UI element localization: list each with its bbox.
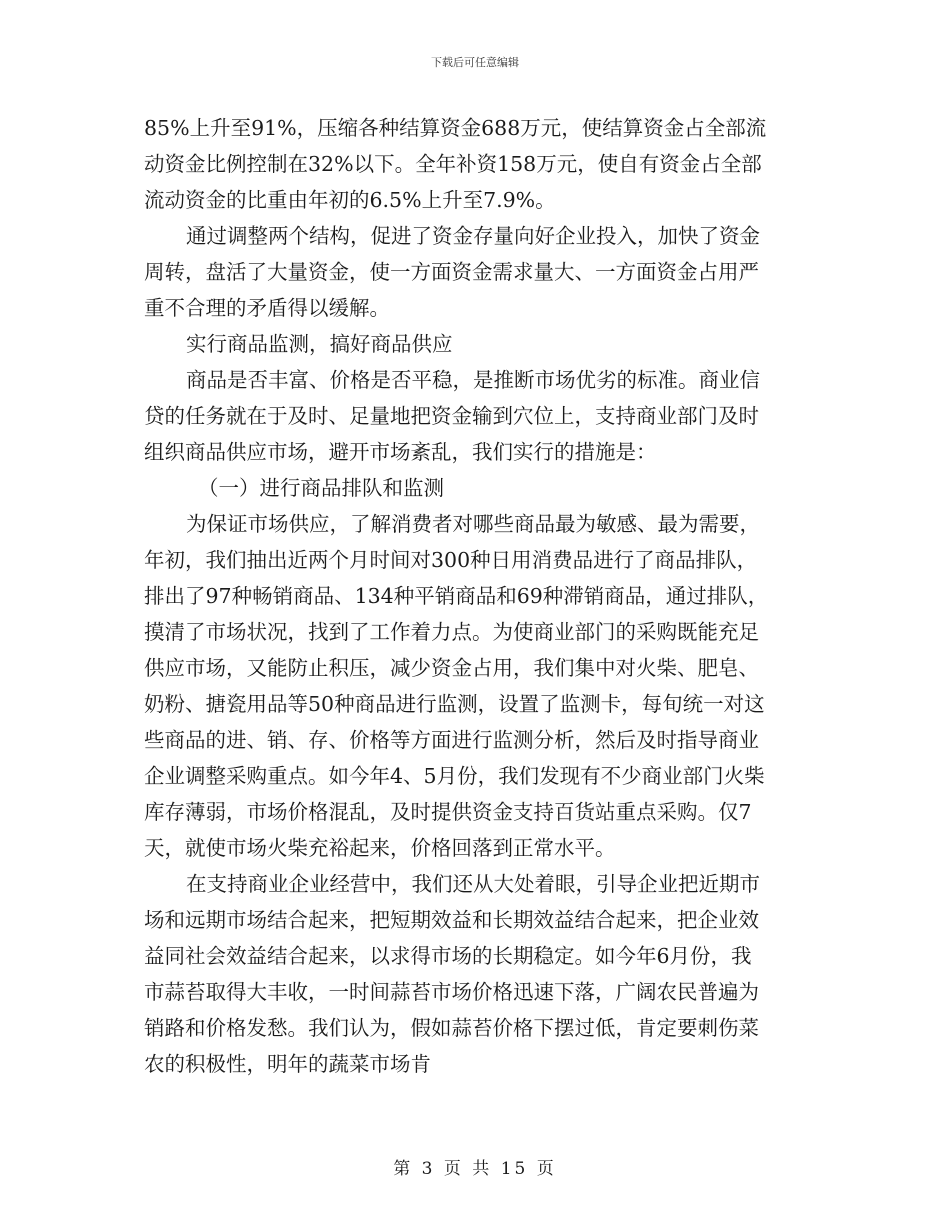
- body-line: 场和远期市场结合起来，把短期效益和长期效益结合起来，把企业效: [144, 908, 759, 932]
- body-line: 排出了97种畅销商品、134种平销商品和69种滞销商品，通过排队，: [144, 584, 769, 608]
- body-line: 天，就使市场火柴充裕起来，价格回落到正常水平。: [144, 836, 616, 860]
- document-body: [144, 110, 806, 1082]
- body-line: 摸清了市场状况，找到了工作着力点。为使商业部门的采购既能充足: [144, 620, 759, 644]
- body-line: 贷的任务就在于及时、足量地把资金输到穴位上，支持商业部门及时: [144, 404, 759, 428]
- body-line: 农的积极性，明年的蔬菜市场肯: [144, 1052, 431, 1076]
- body-line: 库存薄弱，市场价格混乱，及时提供资金支持百货站重点采购。仅7: [144, 800, 752, 824]
- body-line: 销路和价格发愁。我们认为，假如蒜苔价格下摆过低，肯定要刺伤菜: [144, 1016, 759, 1040]
- body-line: 益同社会效益结合起来，以求得市场的长期稳定。如今年6月份，我: [144, 944, 752, 968]
- body-line: 周转，盘活了大量资金，使一方面资金需求量大、一方面资金占用严: [144, 260, 759, 284]
- body-line: 组织商品供应市场，避开市场紊乱，我们实行的措施是：: [144, 440, 657, 464]
- page-header: 下载后可任意编辑: [431, 56, 519, 69]
- body-line: 企业调整采购重点。如今年4、5月份，我们发现有不少商业部门火柴: [144, 764, 765, 788]
- body-line: 在支持商业企业经营中，我们还从大处着眼，引导企业把近期市: [186, 872, 760, 896]
- body-line: 85%上升至91%，压缩各种结算资金688万元，使结算资金占全部流: [144, 116, 767, 140]
- body-line: 奶粉、搪瓷用品等50种商品进行监测，设置了监测卡，每旬统一对这: [144, 692, 765, 716]
- page-footer: 第 3 页 共 15 页: [393, 1159, 557, 1179]
- body-line: 供应市场，又能防止积压，减少资金占用，我们集中对火柴、肥皂、: [144, 656, 759, 680]
- subsection-heading: （一）进行商品排队和监测: [198, 476, 444, 500]
- body-line: 通过调整两个结构，促进了资金存量向好企业投入，加快了资金: [186, 224, 760, 248]
- body-line: 为保证市场供应，了解消费者对哪些商品最为敏感、最为需要，: [186, 512, 760, 536]
- body-line: 年初，我们抽出近两个月时间对300种日用消费品进行了商品排队，: [144, 548, 758, 572]
- body-line: 重不合理的矛盾得以缓解。: [144, 296, 390, 320]
- section-heading: 实行商品监测，搞好商品供应: [186, 332, 453, 356]
- body-line: 动资金比例控制在32%以下。全年补资158万元，使自有资金占全部: [144, 152, 762, 176]
- body-line: 市蒜苔取得大丰收，一时间蒜苔市场价格迅速下落，广阔农民普遍为: [144, 980, 759, 1004]
- body-line: 些商品的进、销、存、价格等方面进行监测分析，然后及时指导商业: [144, 728, 759, 752]
- body-line: 流动资金的比重由年初的6.5%上升至7.9%。: [144, 188, 556, 212]
- body-line: 商品是否丰富、价格是否平稳，是推断市场优劣的标准。商业信: [186, 368, 760, 392]
